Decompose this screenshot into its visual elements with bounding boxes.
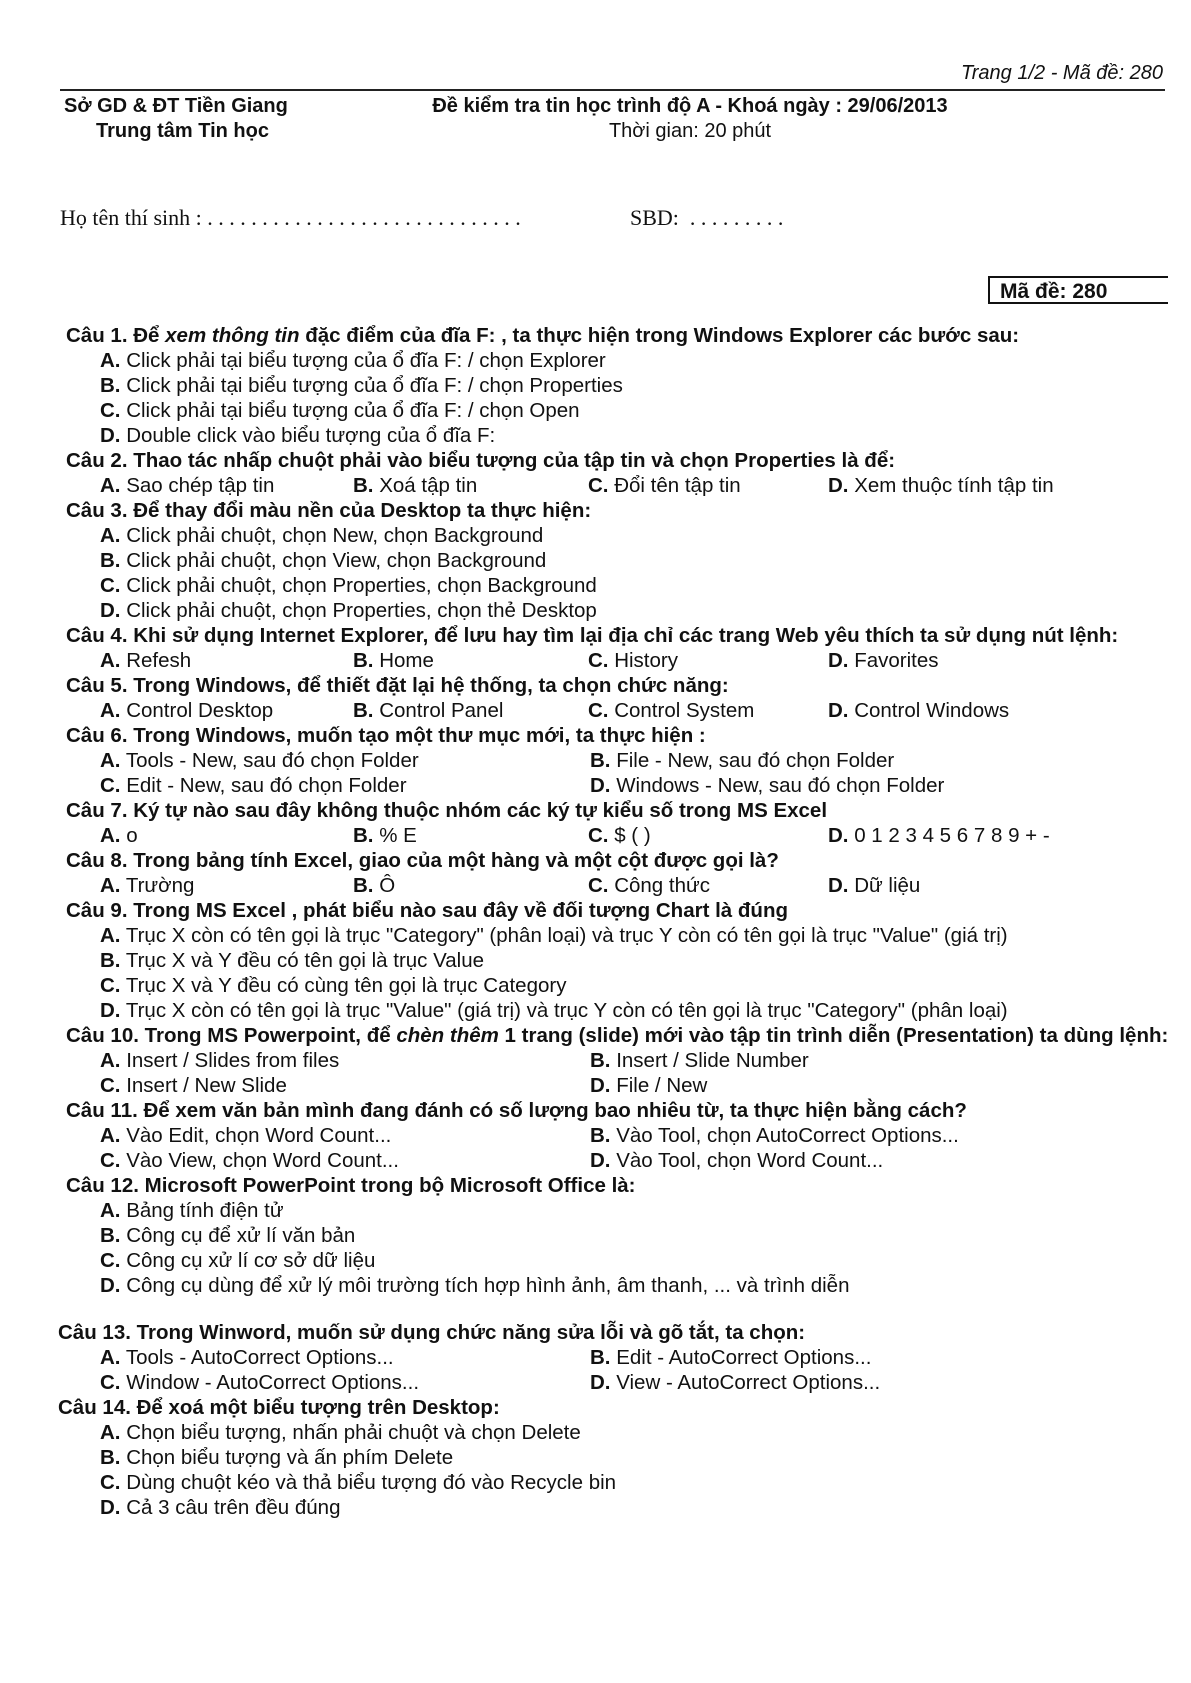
- option-d: D. 0 1 2 3 4 5 6 7 8 9 + -: [828, 824, 1050, 847]
- question-text: Câu 2. Thao tác nhấp chuột phải vào biểu tượng của tập tin và chọn Properties là để:: [66, 449, 896, 472]
- option-d: D. Vào Tool, chọn Word Count...: [590, 1149, 884, 1172]
- exam-code-box: Mã đề: 280: [988, 276, 1168, 304]
- option-b: B. File - New, sau đó chọn Folder: [590, 749, 895, 772]
- question-9: [58, 898, 1169, 1023]
- question-text: Câu 8. Trong bảng tính Excel, giao của một hàng và một cột được gọi là?: [66, 849, 779, 872]
- question-text: Câu 5. Trong Windows, để thiết đặt lại hệ thống, ta chọn chức năng:: [66, 674, 729, 697]
- option-d: D. Windows - New, sau đó chọn Folder: [590, 774, 945, 797]
- option-a: A. Tools - AutoCorrect Options...: [100, 1346, 394, 1369]
- option-d: D. Trục X còn có tên gọi là trục "Value" (giá trị) và trục Y còn có tên gọi là trục "Category" (phân loại): [100, 999, 1008, 1022]
- option-d: D. File / New: [590, 1074, 708, 1097]
- blank-line: [58, 1298, 1169, 1320]
- option-b: B. % E: [353, 824, 417, 847]
- option-b: B. Home: [353, 649, 434, 672]
- option-c: C. Công thức: [588, 874, 710, 897]
- question-5: [58, 673, 1169, 723]
- option-d: D. View - AutoCorrect Options...: [590, 1371, 881, 1394]
- option-d: D. Control Windows: [828, 699, 1010, 722]
- option-b: B. Trục X và Y đều có tên gọi là trục Value: [100, 949, 485, 972]
- option-c: C. Dùng chuột kéo và thả biểu tượng đó vào Recycle bin: [100, 1471, 617, 1494]
- option-b: B. Chọn biểu tượng và ấn phím Delete: [100, 1446, 454, 1469]
- question-2: [58, 448, 1169, 498]
- question-text: Câu 4. Khi sử dụng Internet Explorer, để lưu hay tìm lại địa chỉ các trang Web yêu thích ta sử dụng nút lệnh:: [66, 624, 1119, 647]
- option-b: B. Control Panel: [353, 699, 504, 722]
- option-a: A. Tools - New, sau đó chọn Folder: [100, 749, 419, 772]
- option-b: B. Insert / Slide Number: [590, 1049, 809, 1072]
- page-number: Trang 1/2 - Mã đề: 280: [961, 62, 1163, 84]
- option-c: C. $ ( ): [588, 824, 651, 847]
- question-4: [58, 623, 1169, 673]
- exam-duration: Thời gian: 20 phút: [608, 120, 772, 142]
- question-text: Câu 14. Để xoá một biểu tượng trên Desktop:: [58, 1396, 500, 1419]
- organization-line-1: Sở GD & ĐT Tiền Giang: [64, 95, 288, 117]
- option-a: A. Vào Edit, chọn Word Count...: [100, 1124, 392, 1147]
- option-c: C. Edit - New, sau đó chọn Folder: [100, 774, 407, 797]
- question-8: [58, 848, 1169, 898]
- option-c: C. Control System: [588, 699, 755, 722]
- option-d: D. Dữ liệu: [828, 874, 921, 897]
- question-1: [58, 323, 1169, 448]
- question-10: [58, 1023, 1169, 1098]
- option-a: A. Chọn biểu tượng, nhấn phải chuột và chọn Delete: [100, 1421, 581, 1444]
- option-c: C. Click phải chuột, chọn Properties, chọn Background: [100, 574, 597, 597]
- question-text: Câu 6. Trong Windows, muốn tạo một thư mục mới, ta thực hiện :: [66, 724, 706, 747]
- question-7: [58, 798, 1169, 848]
- option-b: B. Ô: [353, 874, 396, 897]
- option-d: D. Cả 3 câu trên đều đúng: [100, 1496, 341, 1519]
- option-b: B. Click phải tại biểu tượng của ổ đĩa F: / chọn Properties: [100, 374, 623, 397]
- question-text: Câu 11. Để xem văn bản mình đang đánh có số lượng bao nhiêu từ, ta thực hiện bằng cách?: [66, 1099, 967, 1122]
- candidate-name-field: Họ tên thí sinh : . . . . . . . . . . . . . . . . . . . . . . . . . . . . .: [60, 205, 521, 230]
- header-rule: [60, 89, 1165, 91]
- candidate-number-field: SBD: . . . . . . . . .: [630, 205, 784, 230]
- option-c: C. Vào View, chọn Word Count...: [100, 1149, 399, 1172]
- question-6: [58, 723, 1169, 798]
- question-text: Câu 7. Ký tự nào sau đây không thuộc nhóm các ký tự kiểu số trong MS Excel: [66, 799, 828, 822]
- option-a: A. Insert / Slides from files: [100, 1049, 340, 1072]
- option-b: B. Click phải chuột, chọn View, chọn Background: [100, 549, 547, 572]
- option-c: C. History: [588, 649, 678, 672]
- option-a: A. Trục X còn có tên gọi là trục "Category" (phân loại) và trục Y còn có tên gọi là trục "Value" (giá trị): [100, 924, 1008, 947]
- question-text: Câu 9. Trong MS Excel , phát biểu nào sau đây về đối tượng Chart là đúng: [66, 899, 788, 922]
- question-13: [58, 1320, 1169, 1395]
- question-list: [58, 323, 1169, 1520]
- question-3: [58, 498, 1169, 623]
- organization-block: [64, 94, 288, 144]
- option-a: A. Click phải chuột, chọn New, chọn Background: [100, 524, 544, 547]
- option-a: A. Trường: [100, 874, 195, 897]
- option-c: C. Công cụ xử lí cơ sở dữ liệu: [100, 1249, 376, 1272]
- option-d: D. Xem thuộc tính tập tin: [828, 474, 1054, 497]
- option-d: D. Favorites: [828, 649, 939, 672]
- option-b: B. Edit - AutoCorrect Options...: [590, 1346, 872, 1369]
- question-text: Câu 12. Microsoft PowerPoint trong bộ Microsoft Office là:: [66, 1174, 636, 1197]
- option-d: D. Click phải chuột, chọn Properties, chọn thẻ Desktop: [100, 599, 597, 622]
- option-c: C. Insert / New Slide: [100, 1074, 287, 1097]
- option-a: A. Bảng tính điện tử: [100, 1199, 284, 1222]
- option-c: C. Window - AutoCorrect Options...: [100, 1371, 420, 1394]
- question-text: Câu 3. Để thay đổi màu nền của Desktop ta thực hiện:: [66, 499, 592, 522]
- question-text: Câu 1. Để xem thông tin đặc điểm của đĩa F: , ta thực hiện trong Windows Explorer các bước sau:: [66, 324, 1020, 347]
- option-b: B. Vào Tool, chọn AutoCorrect Options...: [590, 1124, 959, 1147]
- option-a: A. o: [100, 824, 138, 847]
- question-text: Câu 13. Trong Winword, muốn sử dụng chức năng sửa lỗi và gõ tắt, ta chọn:: [58, 1321, 806, 1344]
- exam-title: Đề kiểm tra tin học trình độ A - Khoá ngày : 29/06/2013: [432, 95, 948, 117]
- organization-line-2: Trung tâm Tin học: [96, 120, 269, 142]
- option-a: A. Refesh: [100, 649, 192, 672]
- option-d: D. Công cụ dùng để xử lý môi trường tích hợp hình ảnh, âm thanh, ... và trình diễn: [100, 1274, 850, 1297]
- option-a: A. Sao chép tập tin: [100, 474, 275, 497]
- question-14: [58, 1395, 1169, 1520]
- option-b: B. Xoá tập tin: [353, 474, 478, 497]
- option-c: C. Click phải tại biểu tượng của ổ đĩa F: / chọn Open: [100, 399, 580, 422]
- question-12: [58, 1173, 1169, 1298]
- exam-heading: [370, 94, 1010, 144]
- option-c: C. Trục X và Y đều có cùng tên gọi là trục Category: [100, 974, 567, 997]
- option-d: D. Double click vào biểu tượng của ổ đĩa F:: [100, 424, 496, 447]
- question-11: [58, 1098, 1169, 1173]
- question-text: Câu 10. Trong MS Powerpoint, để chèn thêm 1 trang (slide) mới vào tập tin trình diễn (Presentation) ta dùng lệnh:: [66, 1024, 1169, 1047]
- option-c: C. Đổi tên tập tin: [588, 474, 741, 497]
- option-b: B. Công cụ để xử lí văn bản: [100, 1224, 356, 1247]
- option-a: A. Click phải tại biểu tượng của ổ đĩa F: / chọn Explorer: [100, 349, 606, 372]
- option-a: A. Control Desktop: [100, 699, 274, 722]
